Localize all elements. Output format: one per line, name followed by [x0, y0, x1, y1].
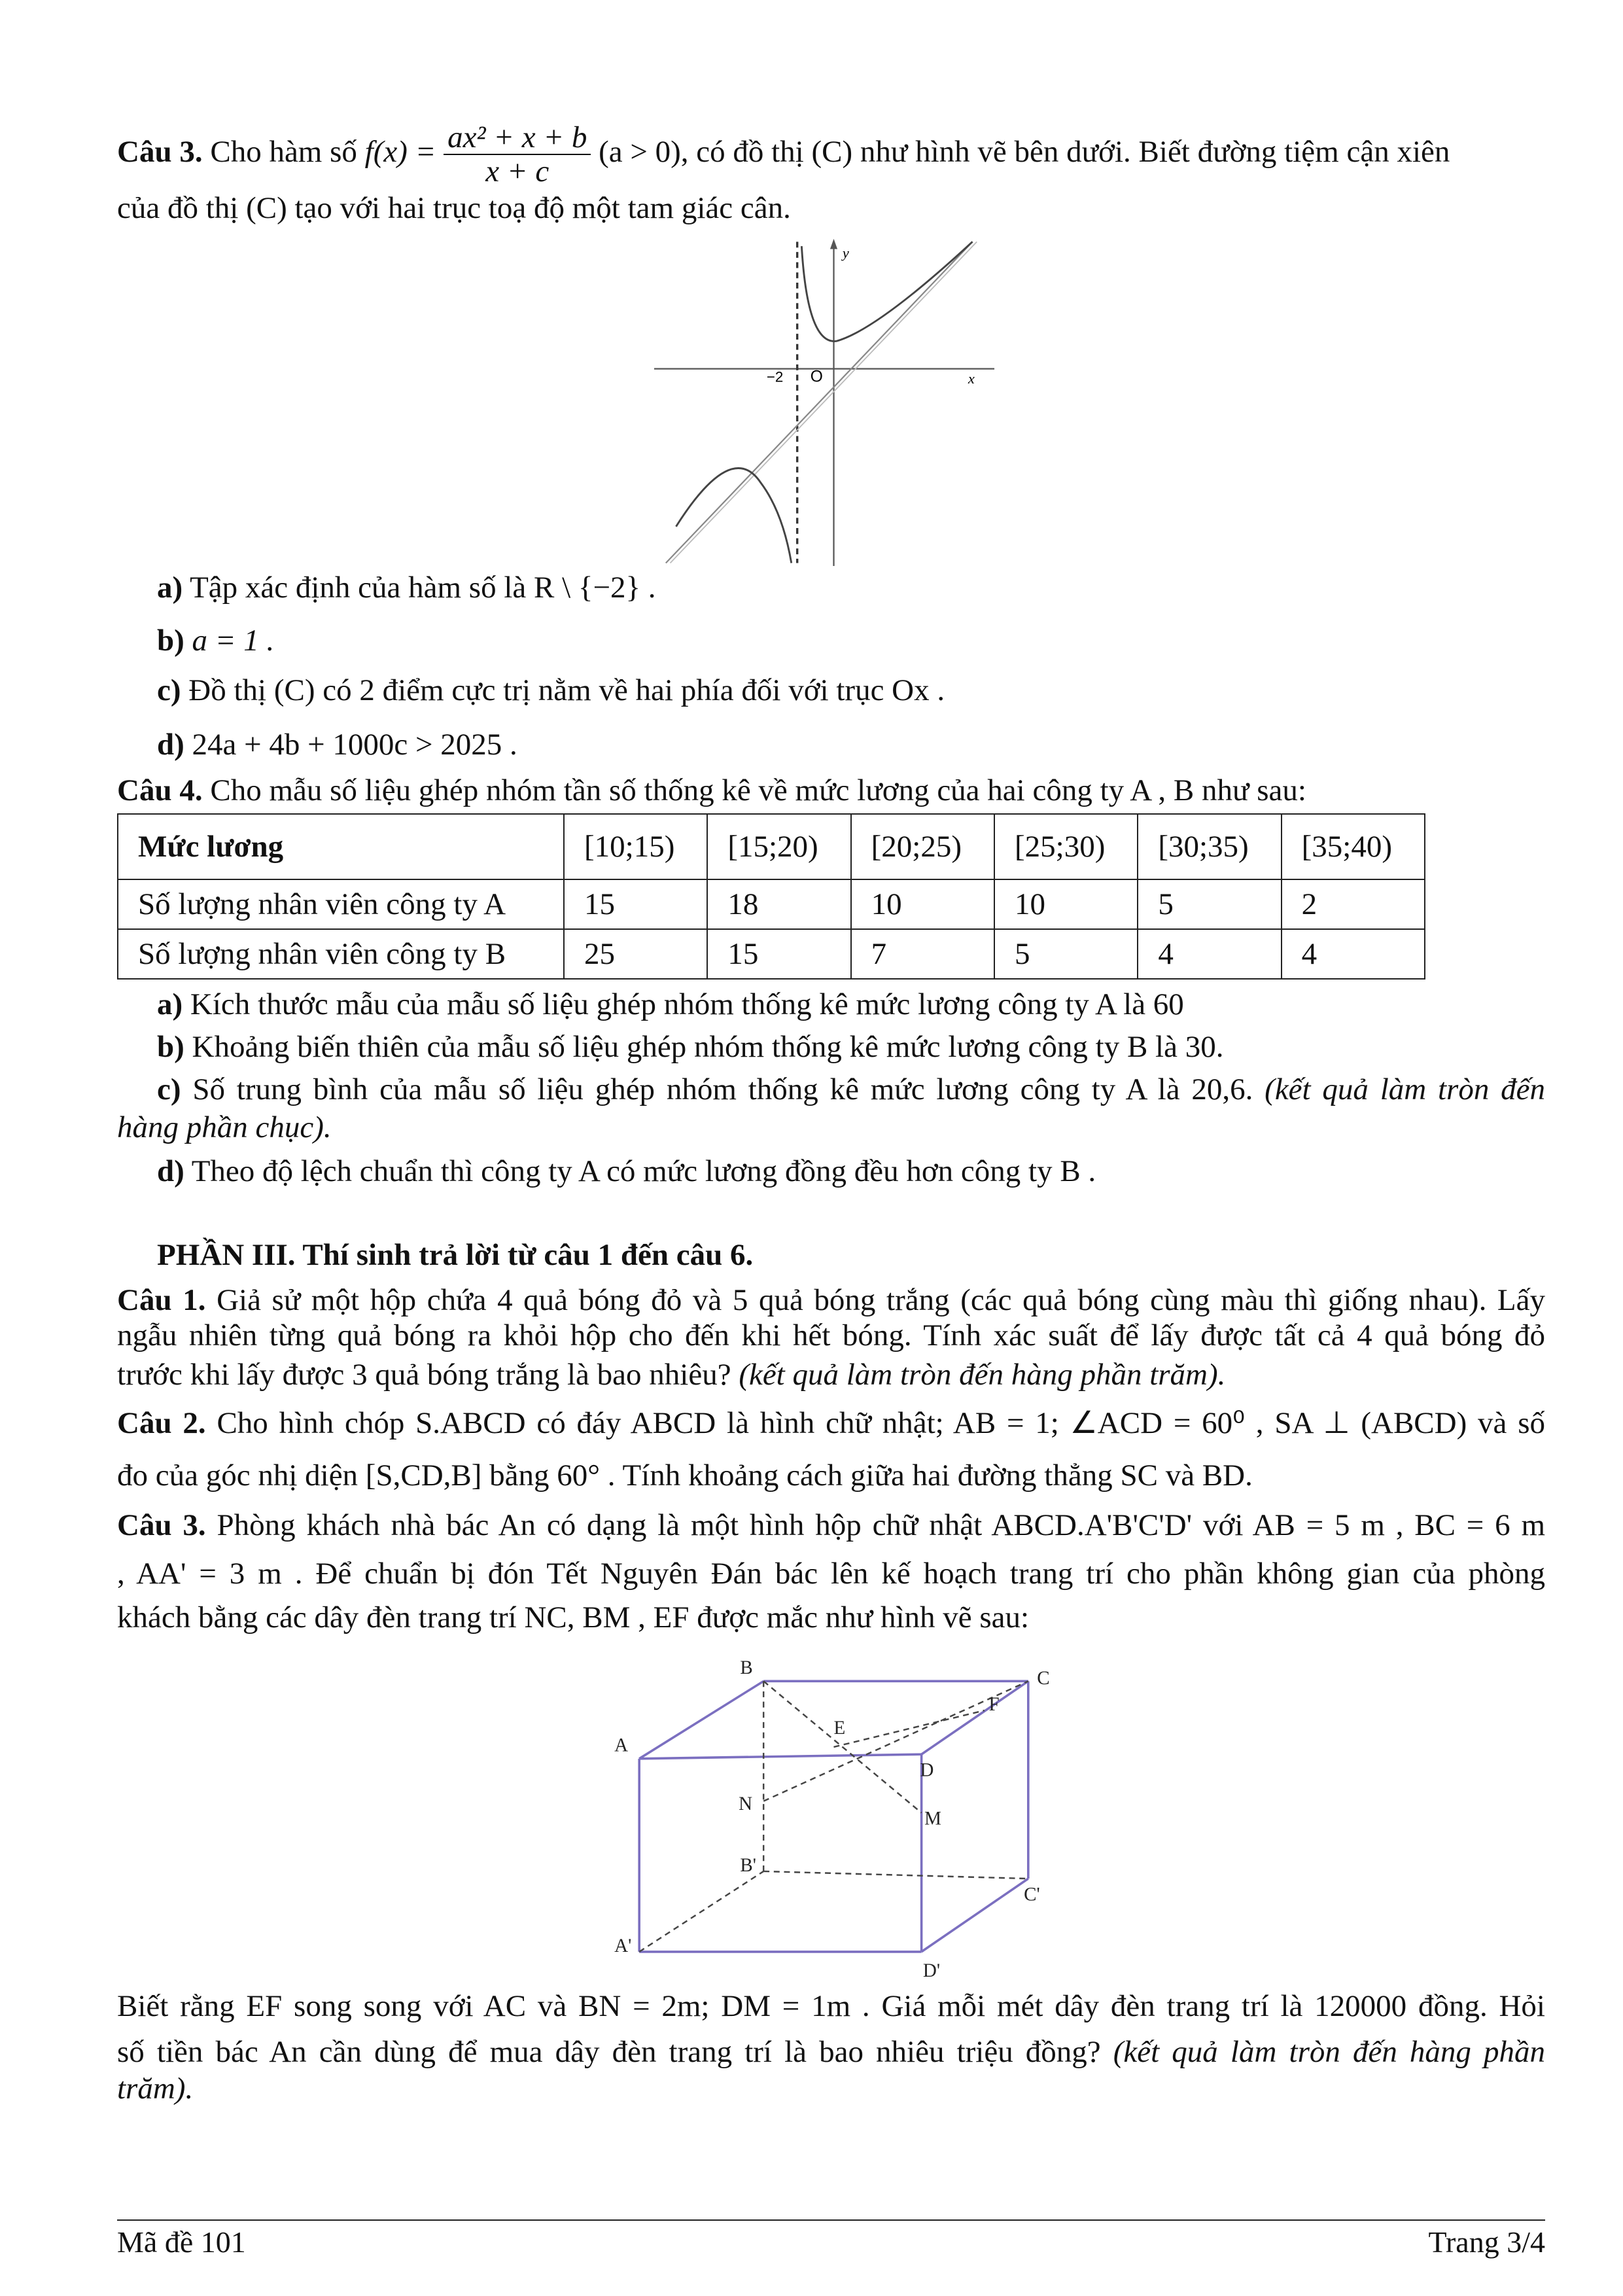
q3-item-b: b) a = 1 . [157, 624, 275, 658]
light-string-ef [834, 1710, 985, 1747]
q3-line2: của đồ thị (C) tạo với hai trục toạ độ một tam giác cân. [117, 191, 791, 225]
p3-c3-line1: Câu 3. Phòng khách nhà bác An có dạng là một hình hộp chữ nhật ABCD.A'B'C'D' với AB = 5 m , BC = 6 m [117, 1508, 1545, 1542]
label-n: N [739, 1793, 753, 1815]
q3-text-post: (a > 0), có đồ thị (C) như hình vẽ bên dưới. Biết đường tiệm cận xiên [599, 134, 1450, 169]
q4-item-c: c) Số trung bình của mẫu số liệu ghép nhóm thống kê mức lương công ty A là 20,6. (kết quả làm tròn đến [157, 1072, 1545, 1106]
footer-divider [117, 2219, 1545, 2221]
salary-table [117, 813, 1425, 980]
table-row: Số lượng nhân viên công ty A 15 18 10 10 5 2 [118, 879, 1425, 929]
q3-graph [651, 239, 998, 566]
light-string-bm [763, 1681, 921, 1812]
part3-title: PHẦN III. Thí sinh trả lời từ câu 1 đến câu 6. [157, 1238, 754, 1272]
q3-line1 [117, 121, 1545, 188]
p3-c1-line1: Câu 1. Giả sử một hộp chứa 4 quả bóng đỏ và 5 quả bóng trắng (các quả bóng cùng màu thì giống nhau). Lấy [117, 1283, 1545, 1317]
q4-intro: Câu 4. Cho mẫu số liệu ghép nhóm tần số thống kê về mức lương của hai công ty A , B như sau: [117, 773, 1306, 807]
p3-c2-line2: đo của góc nhị diện [S,CD,B] bằng 60° . Tính khoảng cách giữa hai đường thẳng SC và BD. [117, 1458, 1253, 1492]
q3-numerator: ax² + x + b [444, 121, 591, 155]
p3-c3-line5: số tiền bác An cần dùng để mua dây đèn trang trí là bao nhiêu triệu đồng? (kết quả làm tròn đến hàng phần [117, 2035, 1546, 2069]
q4-item-c-cont: hàng phần chục). [117, 1110, 332, 1144]
q4-item-a: a) Kích thước mẫu của mẫu số liệu ghép nhóm thống kê mức lương công ty A là 60 [157, 987, 1184, 1021]
upper-branch [801, 241, 972, 341]
q3-text: Cho hàm số [210, 134, 357, 169]
q3-label: Câu 3. [117, 134, 203, 169]
p3-c1-line2: ngẫu nhiên từng quả bóng ra khỏi hộp cho đến khi hết bóng. Tính xác suất để lấy được tất cả 4 quả bóng đỏ [117, 1318, 1545, 1352]
label-f: F [988, 1694, 1000, 1716]
footer-page-number: Trang 3/4 [1428, 2225, 1545, 2259]
q3-fraction [444, 121, 591, 188]
p3-c2-line1: Câu 2. Cho hình chóp S.ABCD có đáy ABCD là hình chữ nhật; AB = 1; ∠ACD = 60⁰ , SA ⊥ (ABCD) và số [117, 1406, 1545, 1440]
q3-item-a: a) Tập xác định của hàm số là R \ {−2} . [157, 571, 656, 605]
label-m: M [924, 1808, 941, 1829]
q3-item-c: c) Đồ thị (C) có 2 điểm cực trị nằm về hai phía đối với trục Ox . [157, 673, 945, 707]
y-arrow-icon [830, 239, 837, 249]
origin-label: O [810, 368, 823, 386]
lower-branch [676, 468, 791, 563]
y-label: y [842, 245, 849, 262]
table-row: Số lượng nhân viên công ty B 25 15 7 5 4 4 [118, 929, 1425, 979]
x-label: x [968, 370, 975, 387]
q4-item-b: b) Khoảng biến thiên của mẫu số liệu ghép nhóm thống kê mức lương công ty B là 30. [157, 1030, 1224, 1064]
p3-c3-line2: , AA' = 3 m . Để chuẩn bị đón Tết Nguyên Đán bác lên kế hoạch trang trí cho phần không gian của phòng [117, 1557, 1545, 1591]
p3-c3-line6: trăm). [117, 2072, 194, 2106]
label-b: B [740, 1657, 753, 1679]
label-c: C [1037, 1667, 1050, 1689]
table-header-row: Mức lương [10;15) [15;20) [20;25) [25;30) [30;35) [35;40) [118, 814, 1425, 879]
footer-exam-code: Mã đề 101 [117, 2225, 246, 2259]
q3-func: f(x) = [364, 134, 436, 169]
q3-denominator: x + c [485, 154, 550, 188]
p3-c3-line3: khách bằng các dây đèn trang trí NC, BM , EF được mắc như hình vẽ sau: [117, 1600, 1030, 1634]
label-b-prime: B' [740, 1854, 757, 1876]
q4-item-d: d) Theo độ lệch chuẩn thì công ty A có mức lương đồng đều hơn công ty B . [157, 1154, 1096, 1188]
p3-c3-line4: Biết rằng EF song song với AC và BN = 2m; DM = 1m . Giá mỗi mét dây đèn trang trí là 120000 đồng. Hỏi [117, 1989, 1545, 2023]
label-d-prime: D' [922, 1960, 941, 1981]
q3-item-d: d) 24a + 4b + 1000c > 2025 . [157, 728, 517, 762]
label-d: D [920, 1759, 934, 1781]
label-c-prime: C' [1024, 1884, 1040, 1905]
p3-c1-line3: trước khi lấy được 3 quả bóng trắng là bao nhiêu? (kết quả làm tròn đến hàng phần trăm). [117, 1358, 1226, 1392]
oblique-asymptote [666, 241, 973, 563]
label-e: E [833, 1717, 846, 1739]
room-box-figure [607, 1649, 1060, 1983]
label-a: A [614, 1735, 629, 1756]
tick-label-minus-2: −2 [766, 368, 784, 385]
label-a-prime: A' [614, 1935, 632, 1956]
